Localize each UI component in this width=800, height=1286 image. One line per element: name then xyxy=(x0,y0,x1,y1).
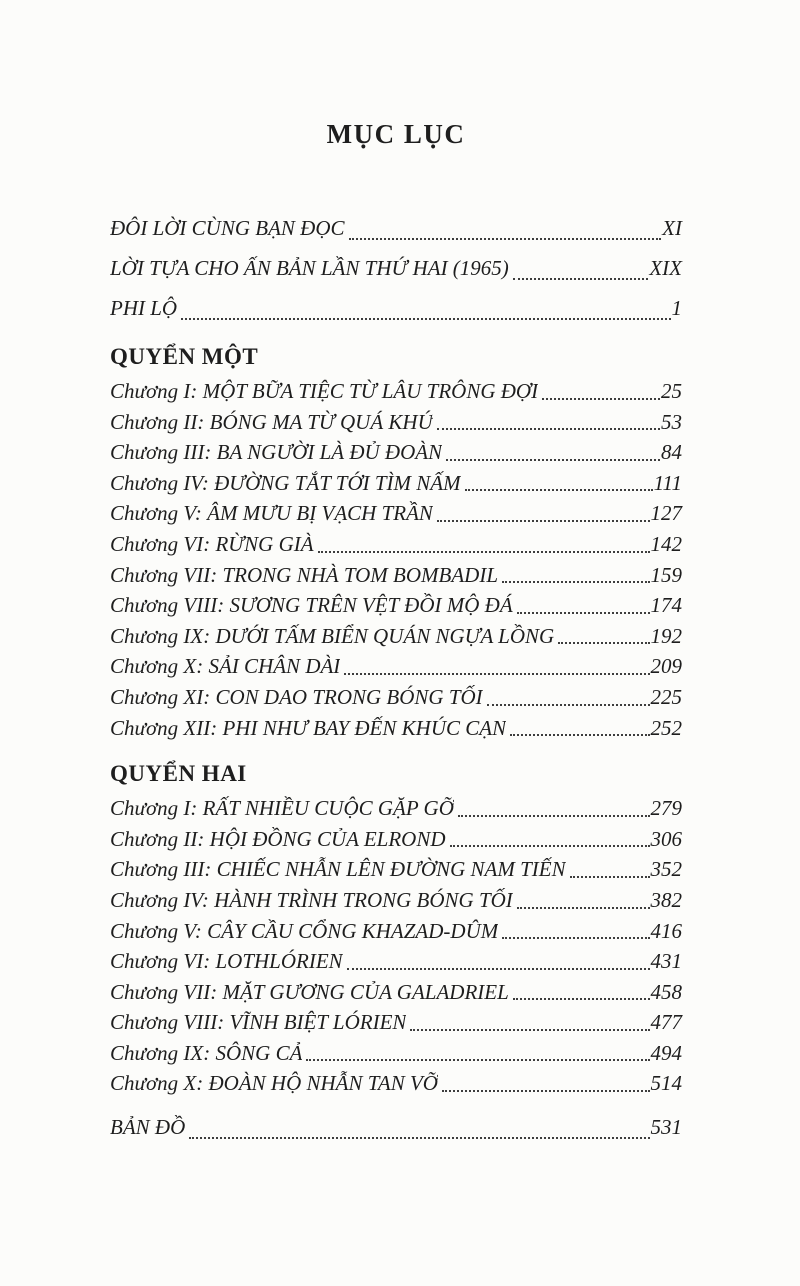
toc-entry-label: Chương VIII: VĨNH BIỆT LÓRIEN xyxy=(110,1010,407,1035)
toc-entry xyxy=(110,498,682,529)
book-section xyxy=(110,342,682,743)
toc-entry-page: 209 xyxy=(650,654,682,679)
toc-entry xyxy=(110,288,682,328)
section-heading: QUYỂN HAI xyxy=(110,761,247,787)
toc-entry-label: Chương III: BA NGƯỜI LÀ ĐỦ ĐOÀN xyxy=(110,440,443,465)
toc-entry-label: Chương XI: CON DAO TRONG BÓNG TỐI xyxy=(110,684,483,709)
toc-entry-page: 477 xyxy=(650,1010,682,1035)
toc-entry xyxy=(110,651,682,682)
dot-leader xyxy=(437,520,650,522)
toc-entry-page: 111 xyxy=(653,470,682,495)
toc-entry-label: Chương I: MỘT BỮA TIỆC TỪ LÂU TRÔNG ĐỢI xyxy=(110,379,539,403)
toc-entry-label: Chương VIII: SƯƠNG TRÊN VỆT ĐỒI MỘ ĐÁ xyxy=(110,593,513,618)
dot-leader xyxy=(513,998,650,1000)
toc-entry xyxy=(110,621,682,652)
dot-leader xyxy=(318,551,650,553)
toc-entry-page: 53 xyxy=(661,409,682,434)
dot-leader xyxy=(558,642,649,644)
dot-leader xyxy=(347,968,650,970)
toc-entry-page: 174 xyxy=(650,593,682,618)
toc-entry xyxy=(110,529,682,560)
dot-leader xyxy=(458,815,650,817)
toc-entry-label: BẢN ĐỒ xyxy=(110,1115,186,1140)
toc-entry xyxy=(110,1038,682,1069)
dot-leader xyxy=(450,845,650,847)
toc-entry xyxy=(110,977,682,1008)
toc-entry-page: 458 xyxy=(650,979,682,1004)
toc-entry-label: Chương VI: RỪNG GIÀ xyxy=(110,531,314,556)
page-title: MỤC LỤC xyxy=(326,119,466,149)
toc-entry-page: 127 xyxy=(650,501,682,526)
sections-container xyxy=(110,342,682,1099)
toc-entry xyxy=(110,854,682,885)
section-entries xyxy=(110,376,682,743)
dot-leader xyxy=(344,673,649,675)
section-heading: QUYỂN MỘT xyxy=(110,344,259,369)
toc-entry xyxy=(110,713,682,744)
dot-leader xyxy=(487,704,650,706)
book-section xyxy=(110,759,682,1099)
dot-leader xyxy=(189,1137,649,1139)
toc-entry-page: 494 xyxy=(650,1040,682,1065)
toc-entry-page: 192 xyxy=(650,623,682,648)
toc-entry-page: 531 xyxy=(650,1115,682,1140)
dot-leader xyxy=(437,428,660,430)
toc-entry-page: 306 xyxy=(650,826,682,851)
toc-entry-page: 279 xyxy=(650,796,682,821)
toc-entry xyxy=(110,793,682,824)
toc-entry-page: 514 xyxy=(650,1071,682,1096)
toc-entry-label: Chương V: ÂM MƯU BỊ VẠCH TRẦN xyxy=(110,501,433,526)
toc-entry-page: XI xyxy=(662,216,682,240)
toc-entry-page: 416 xyxy=(650,918,682,943)
toc-entry-label: Chương II: HỘI ĐỒNG CỦA ELROND xyxy=(110,826,446,851)
dot-leader xyxy=(517,612,650,614)
back-matter-list xyxy=(110,1107,682,1147)
toc-entry-label: LỜI TỰA CHO ẤN BẢN LẦN THỨ HAI (1965) xyxy=(110,256,509,280)
toc-entry-page: 431 xyxy=(650,949,682,974)
toc-entry-label: Chương VII: TRONG NHÀ TOM BOMBADIL xyxy=(110,562,499,587)
toc-entry-page: 84 xyxy=(661,440,682,465)
toc-entry-label: Chương IV: ĐƯỜNG TẮT TỚI TÌM NẤM xyxy=(110,470,461,495)
dot-leader xyxy=(410,1029,649,1031)
dot-leader xyxy=(446,459,660,461)
dot-leader xyxy=(510,734,649,736)
toc-entry-label: Chương X: SẢI CHÂN DÀI xyxy=(110,654,341,679)
toc-entry xyxy=(110,1107,682,1147)
toc-entry-page: 1 xyxy=(671,296,682,320)
toc-entry-label: Chương II: BÓNG MA TỪ QUÁ KHỨ xyxy=(110,409,434,434)
toc-entry xyxy=(110,468,682,499)
toc-entry-page: 352 xyxy=(650,857,682,882)
toc-entry xyxy=(110,1068,682,1099)
toc-entry xyxy=(110,1007,682,1038)
toc-entry-label: Chương VII: MẶT GƯƠNG CỦA GALADRIEL xyxy=(110,979,509,1004)
toc-entry-label: Chương IV: HÀNH TRÌNH TRONG BÓNG TỐI xyxy=(110,887,513,912)
toc-entry-label: Chương I: RẤT NHIỀU CUỘC GẶP GỠ xyxy=(110,796,454,821)
dot-leader xyxy=(349,238,662,240)
toc-entry-label: Chương X: ĐOÀN HỘ NHẪN TAN VỠ xyxy=(110,1071,438,1096)
toc-entry xyxy=(110,946,682,977)
toc-entry-page: XIX xyxy=(649,256,682,280)
toc-entry xyxy=(110,248,682,288)
toc-entry xyxy=(110,885,682,916)
toc-entry-label: Chương III: CHIẾC NHẪN LÊN ĐƯỜNG NAM TIẾN xyxy=(110,857,566,882)
toc-entry-label: Chương IX: DƯỚI TẤM BIỂN QUÁN NGỰA LỒNG xyxy=(110,623,555,648)
toc-entry xyxy=(110,208,682,248)
toc-entry xyxy=(110,590,682,621)
dot-leader xyxy=(502,581,649,583)
toc-entry-label: PHI LỘ xyxy=(110,296,178,320)
front-matter-list xyxy=(110,208,682,328)
dot-leader xyxy=(442,1090,650,1092)
toc-entry xyxy=(110,407,682,438)
section-entries xyxy=(110,793,682,1099)
dot-leader xyxy=(502,937,649,939)
toc-entry-label: Chương IX: SÔNG CẢ xyxy=(110,1040,303,1065)
dot-leader xyxy=(542,398,660,400)
toc-entry-page: 159 xyxy=(650,562,682,587)
dot-leader xyxy=(513,278,649,280)
toc-entry-page: 252 xyxy=(650,715,682,740)
toc-entry-page: 382 xyxy=(650,887,682,912)
toc-entry-label: Chương V: CÂY CẦU CỔNG KHAZAD-DÛM xyxy=(110,918,499,943)
toc-entry xyxy=(110,376,682,407)
toc-entry xyxy=(110,682,682,713)
toc-entry-label: ĐÔI LỜI CÙNG BẠN ĐỌC xyxy=(110,216,345,240)
dot-leader xyxy=(306,1059,649,1061)
toc-entry xyxy=(110,560,682,591)
dot-leader xyxy=(570,876,650,878)
toc-entry xyxy=(110,437,682,468)
toc-entry-page: 142 xyxy=(650,531,682,556)
toc-entry xyxy=(110,824,682,855)
toc-entry-label: Chương XII: PHI NHƯ BAY ĐẾN KHÚC CẠN xyxy=(110,715,507,740)
dot-leader xyxy=(181,318,670,320)
toc-entry xyxy=(110,916,682,947)
toc-entry-label: Chương VI: LOTHLÓRIEN xyxy=(110,949,343,974)
dot-leader xyxy=(517,907,650,909)
dot-leader xyxy=(465,489,653,491)
toc-entry-page: 25 xyxy=(661,379,682,403)
toc-entry-page: 225 xyxy=(650,684,682,709)
